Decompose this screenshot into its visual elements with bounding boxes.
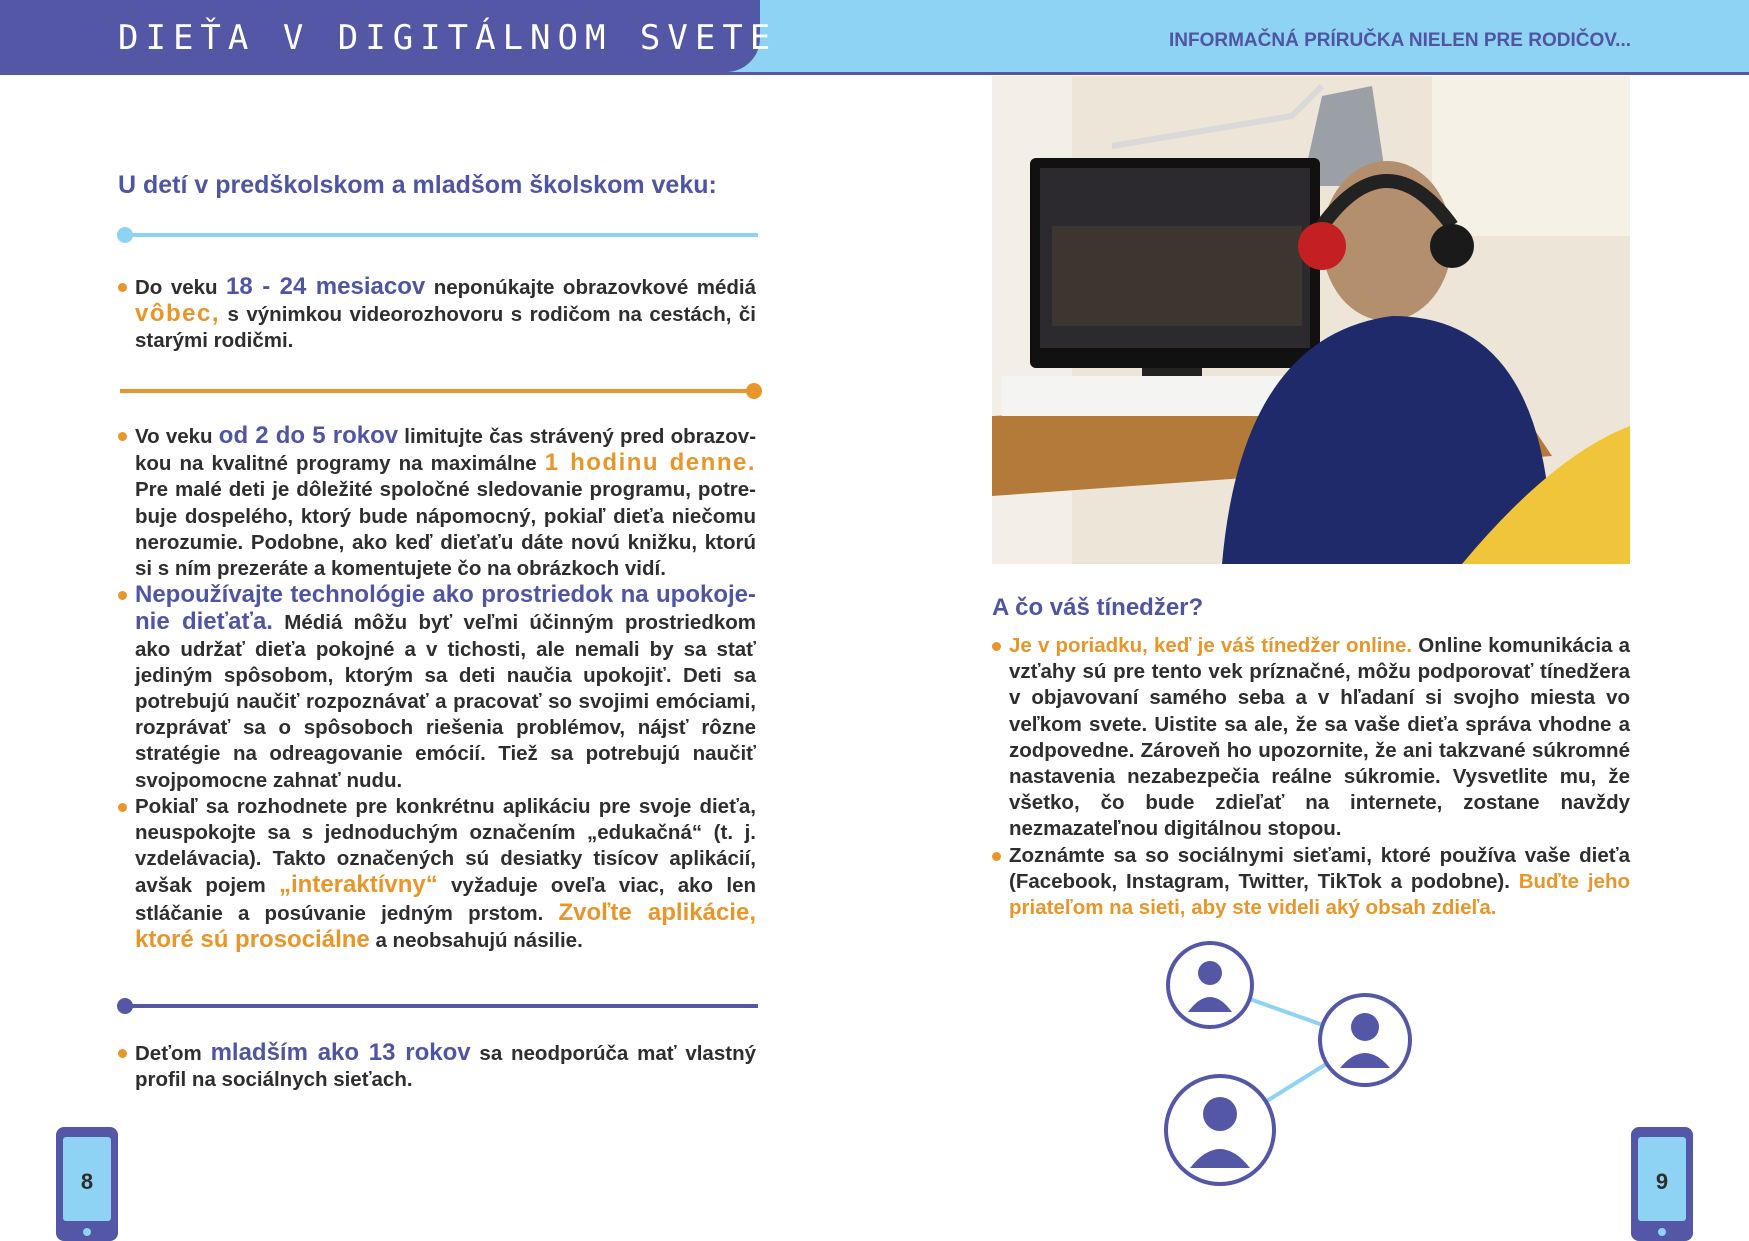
right-section-title: A čo váš tínedžer? [992,594,1204,621]
text-run: sa neodporúča mať vlastný profil na sociálnych sieťach. [135,1042,756,1092]
header-title: DIEŤA V DIGITÁLNOM SVETE [118,18,778,58]
left-section-title: U detí v predškolskom a mladšom školskom veku: [118,171,717,199]
text-run: Pre malé deti je dôležité spoločné sledovanie programu, potrebuje dospelého, ktorý bude nápomocný, pokiaľ dieťa niečomu nerozumie. Podobne, ako keď dieťaťu dáte novú knižku, ktorú si s ním prezeráte a komentujete čo na obrázkoch vidí. [135,478,756,581]
text-run: Je v poriadku, keď je váš tínedžer online. [1009,634,1413,657]
text-run: Pokiaľ sa rozhodnete pre konkrétnu aplikáciu pre svoje dieťa, neuspokojte sa s jednoduchým označením „edukačná“ (t. j. vzdelávacia). Takto označených sú desiatky tisícov aplikácií, avšak pojem [135,794,756,898]
page-number-left [56,1127,118,1241]
list-item [118,582,756,794]
divider-blue-dark [120,1004,758,1008]
text-run: neponúkajte obrazovkové médiá [425,276,756,299]
text-run: Deťom [135,1042,211,1065]
bullet-block [118,423,756,954]
text-run: 1 hodinu denne. [544,449,756,477]
list-item [118,794,756,954]
header-line [0,72,1749,75]
list-item [992,633,1630,843]
user-icon [1168,943,1252,1027]
list-item [118,274,756,355]
photo-teen-at-computer [992,76,1630,564]
page-number-right [1631,1127,1693,1241]
social-network-illustration [1150,930,1470,1190]
text-run: „interaktívny“ [279,871,438,899]
bullet-block [118,1040,756,1093]
text-run: Zvoľte aplikácie, ktoré sú prosociálne [135,898,756,953]
text-run: Online komunikácia a vzťahy sú pre tento vek príznačné, môžu podporovať tínedžera v objavovaní samého seba a v hľadaní si svojho miesta vo veľkom svete. Uistite sa ale, že sa vaše dieťa správa vhodne a zodpovedne. Zároveň ho upozornite, že ani takzvané súkromné nastavenia nezabezpečia reálne súkromie. Vysvetlite mu, že všetko, čo bude zdieľať na internete, zostane navždy nezmazateľnou digitálnou stopou. [1009,634,1630,841]
text-run: Buďte jeho priateľom na sieti, aby ste videli aký obsah zdieľa. [1009,869,1630,920]
page-number: 8 [80,1169,94,1194]
text-run: od 2 do 5 rokov [218,422,399,449]
text-run: a neobsahujú násilie. [369,928,583,952]
text-run: Vo veku [135,425,219,448]
page-number: 9 [1655,1169,1669,1194]
text-run: Zoznámte sa so sociálnymi sieťami, ktoré používa vaše dieťa (Facebook, Instagram, Twitter, TikTok a podobne). [1009,843,1630,893]
user-icon [1320,995,1410,1085]
text-run: limitujte čas strávený pred obrazovkou na kvalitné programy na maximálne [135,425,757,476]
divider-blue-light [120,233,758,237]
bullet-block [992,633,1630,921]
text-run: Médiá môžu byť veľmi účinným prostriedkom ako udržať dieťa pokojné a v tichosti, ale nemali by sa stať jediným spôsobom, ktorým sa deti naučia upokojiť. Deti sa potrebujú naučiť rozpoznávať a pracovať so svojimi emóciami, rozprávať sa o spôsoboch riešenia problémov, nájsť rôzne stratégie na odreagovanie emócií. Tiež sa potrebujú naučiť svojpomocne zahnať nudu. [135,611,757,792]
list-item [118,1040,756,1093]
text-run: vôbec, [135,300,221,328]
text-run: vyžaduje oveľa viac, ako len stláčanie a posúvanie jedným prstom. [135,874,757,925]
divider-orange [120,389,748,393]
list-item [118,423,756,582]
text-run: Do veku [135,276,227,299]
text-run: 18 - 24 mesiacov [226,273,426,300]
bullet-block [118,274,756,355]
text-run: s výnimkou videorozhovoru s rodičom na cestách, či starými rodičmi. [135,303,756,353]
header-subtitle: INFORMAČNÁ PRÍRUČKA NIELEN PRE RODIČOV... [1168,30,1631,51]
text-run: Nepoužívajte technológie ako prostriedok na upokojenie dieťaťa. [135,581,756,636]
user-icon [1166,1076,1274,1184]
text-run: mladším ako 13 rokov [210,1039,471,1066]
list-item [992,843,1630,922]
